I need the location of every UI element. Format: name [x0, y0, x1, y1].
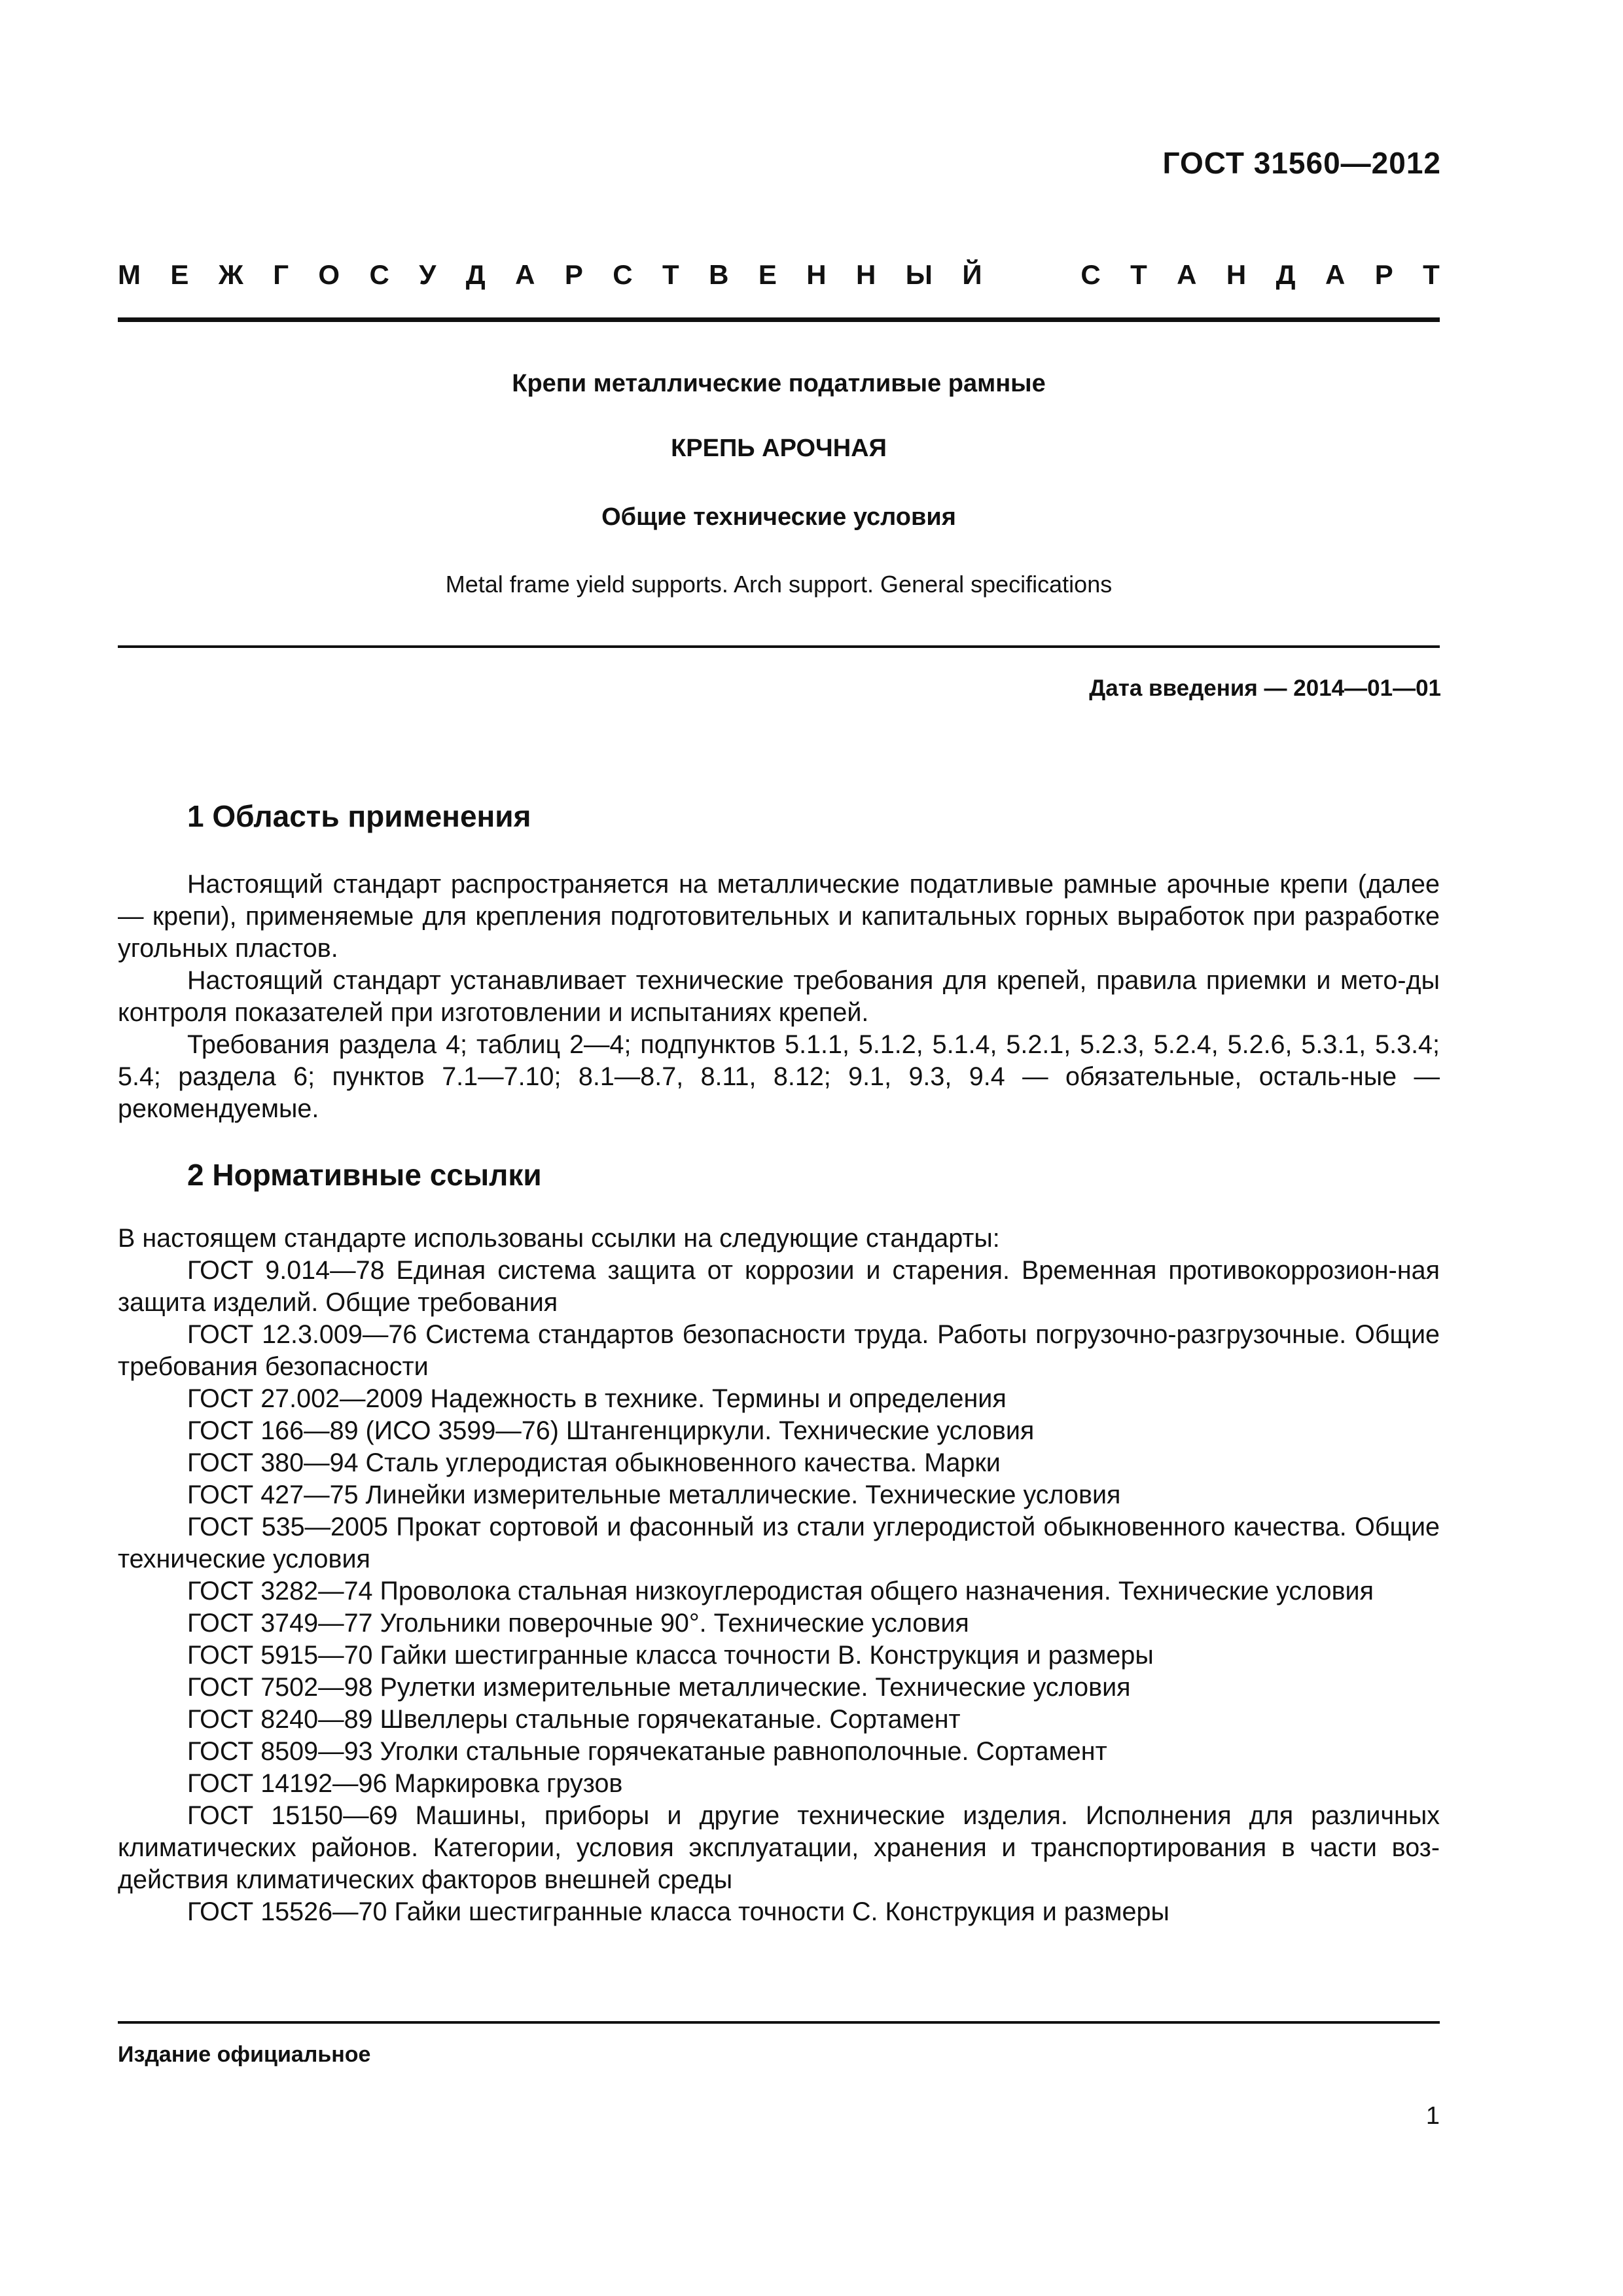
banner-letter: Д: [1275, 259, 1296, 290]
banner-letter: С: [369, 259, 389, 290]
reference-item: ГОСТ 12.3.009—76 Система стандартов безопасности труда. Работы погрузочно-разгрузочные. Общие требования безопасности: [118, 1320, 1440, 1381]
reference-item: ГОСТ 535—2005 Прокат сортовой и фасонный из стали углеродистой обыкновенного качества. Общие технические условия: [118, 1513, 1440, 1573]
banner-letter: Н: [856, 259, 876, 290]
reference-item: ГОСТ 427—75 Линейки измерительные металлические. Технические условия: [187, 1480, 1121, 1509]
banner-letter: Д: [465, 259, 486, 290]
banner-letter: М: [118, 259, 141, 290]
banner-letter: Т: [1130, 259, 1147, 290]
banner-letter: Н: [1226, 259, 1247, 290]
title-line-3: Общие технические условия: [601, 503, 956, 531]
banner-letter: С: [1080, 259, 1101, 290]
banner-letter: О: [318, 259, 340, 290]
section-1-heading: 1 Область применения: [187, 799, 531, 833]
reference-item: ГОСТ 27.002—2009 Надежность в технике. Термины и определения: [187, 1384, 1007, 1413]
introduction-date: Дата введения — 2014—01—01: [1089, 675, 1441, 701]
section-2-body: [118, 1223, 1440, 1928]
banner-letter: С: [613, 259, 633, 290]
banner-letter: А: [1177, 259, 1197, 290]
title-line-2: КРЕПЬ АРОЧНАЯ: [671, 435, 887, 462]
paragraph: Настоящий стандарт распространяется на металлические податливые рамные арочные крепи (далее — крепи), применяемые для крепления подготовительных и капитальных горных выработок при разработке угольных пластов.: [118, 870, 1440, 963]
banner-letter: А: [515, 259, 535, 290]
reference-item: ГОСТ 8240—89 Швеллеры стальные горячекатаные. Сортамент: [187, 1705, 961, 1734]
reference-item: ГОСТ 15150—69 Машины, приборы и другие технические изделия. Исполнения для различных климатических районов. Категории, условия эксплуатации, хранения и транспортирования в части воз-действия климатических факторов внешней среды: [118, 1801, 1440, 1894]
reference-item: ГОСТ 3749—77 Угольники поверочные 90°. Технические условия: [187, 1609, 969, 1638]
banner-letter: Р: [564, 259, 583, 290]
standard-type-banner: [118, 257, 1440, 293]
reference-item: ГОСТ 166—89 (ИСО 3599—76) Штангенциркули. Технические условия: [187, 1416, 1035, 1445]
banner-letter: Н: [806, 259, 827, 290]
section-2-heading: 2 Нормативные ссылки: [187, 1158, 542, 1192]
banner-letter: Е: [758, 259, 777, 290]
title-divider: [118, 645, 1440, 648]
banner-letter: У: [419, 259, 437, 290]
paragraph: Требования раздела 4; таблиц 2—4; подпунктов 5.1.1, 5.1.2, 5.1.4, 5.2.1, 5.2.3, 5.2.4, 5.2.6, 5.3.1, 5.3.4; 5.4; раздела 6; пунктов 7.1—7.10; 8.1—8.7, 8.11, 8.12; 9.1, 9.3, 9.4 — обязательные, осталь-ные — рекомендуемые.: [118, 1030, 1440, 1123]
title-english: Metal frame yield supports. Arch support. General specifications: [445, 571, 1113, 598]
banner-letter: А: [1325, 259, 1346, 290]
reference-item: ГОСТ 3282—74 Проволока стальная низкоуглеродистая общего назначения. Технические условия: [187, 1577, 1374, 1605]
edition-label: Издание официальное: [118, 2042, 371, 2067]
reference-item: ГОСТ 15526—70 Гайки шестигранные класса точности С. Конструкция и размеры: [187, 1897, 1169, 1926]
footer-divider: [118, 2021, 1440, 2024]
header-divider: [118, 317, 1440, 322]
reference-item: ГОСТ 9.014—78 Единая система защита от коррозии и старения. Временная противокоррозион-ная защита изделий. Общие требования: [118, 1256, 1440, 1317]
banner-letter: Т: [662, 259, 679, 290]
section-1-body: [118, 869, 1440, 1125]
reference-item: ГОСТ 5915—70 Гайки шестигранные класса точности В. Конструкция и размеры: [187, 1641, 1154, 1670]
banner-letter: Р: [1374, 259, 1393, 290]
title-line-1: Крепи металлические податливые рамные: [512, 370, 1046, 397]
reference-item: ГОСТ 7502—98 Рулетки измерительные металлические. Технические условия: [187, 1673, 1131, 1702]
banner-letter: Ж: [218, 259, 243, 290]
banner-letter: Г: [273, 259, 289, 290]
page-number: 1: [1425, 2102, 1440, 2130]
reference-item: ГОСТ 14192—96 Маркировка грузов: [187, 1769, 623, 1798]
paragraph: Настоящий стандарт устанавливает технические требования для крепей, правила приемки и мето-ды контроля показателей при изготовлении и испытаниях крепей.: [118, 966, 1440, 1027]
banner-letter: Й: [962, 259, 982, 290]
banner-letter: Ы: [905, 259, 933, 290]
banner-letter: Е: [170, 259, 189, 290]
banner-letter: Т: [1423, 259, 1440, 290]
paragraph: В настоящем стандарте использованы ссылки на следующие стандарты:: [118, 1224, 1000, 1253]
reference-item: ГОСТ 380—94 Сталь углеродистая обыкновенного качества. Марки: [187, 1448, 1001, 1477]
banner-letter: В: [709, 259, 729, 290]
reference-item: ГОСТ 8509—93 Уголки стальные горячекатаные равнополочные. Сортамент: [187, 1737, 1107, 1766]
document-id: ГОСТ 31560—2012: [1162, 146, 1441, 180]
